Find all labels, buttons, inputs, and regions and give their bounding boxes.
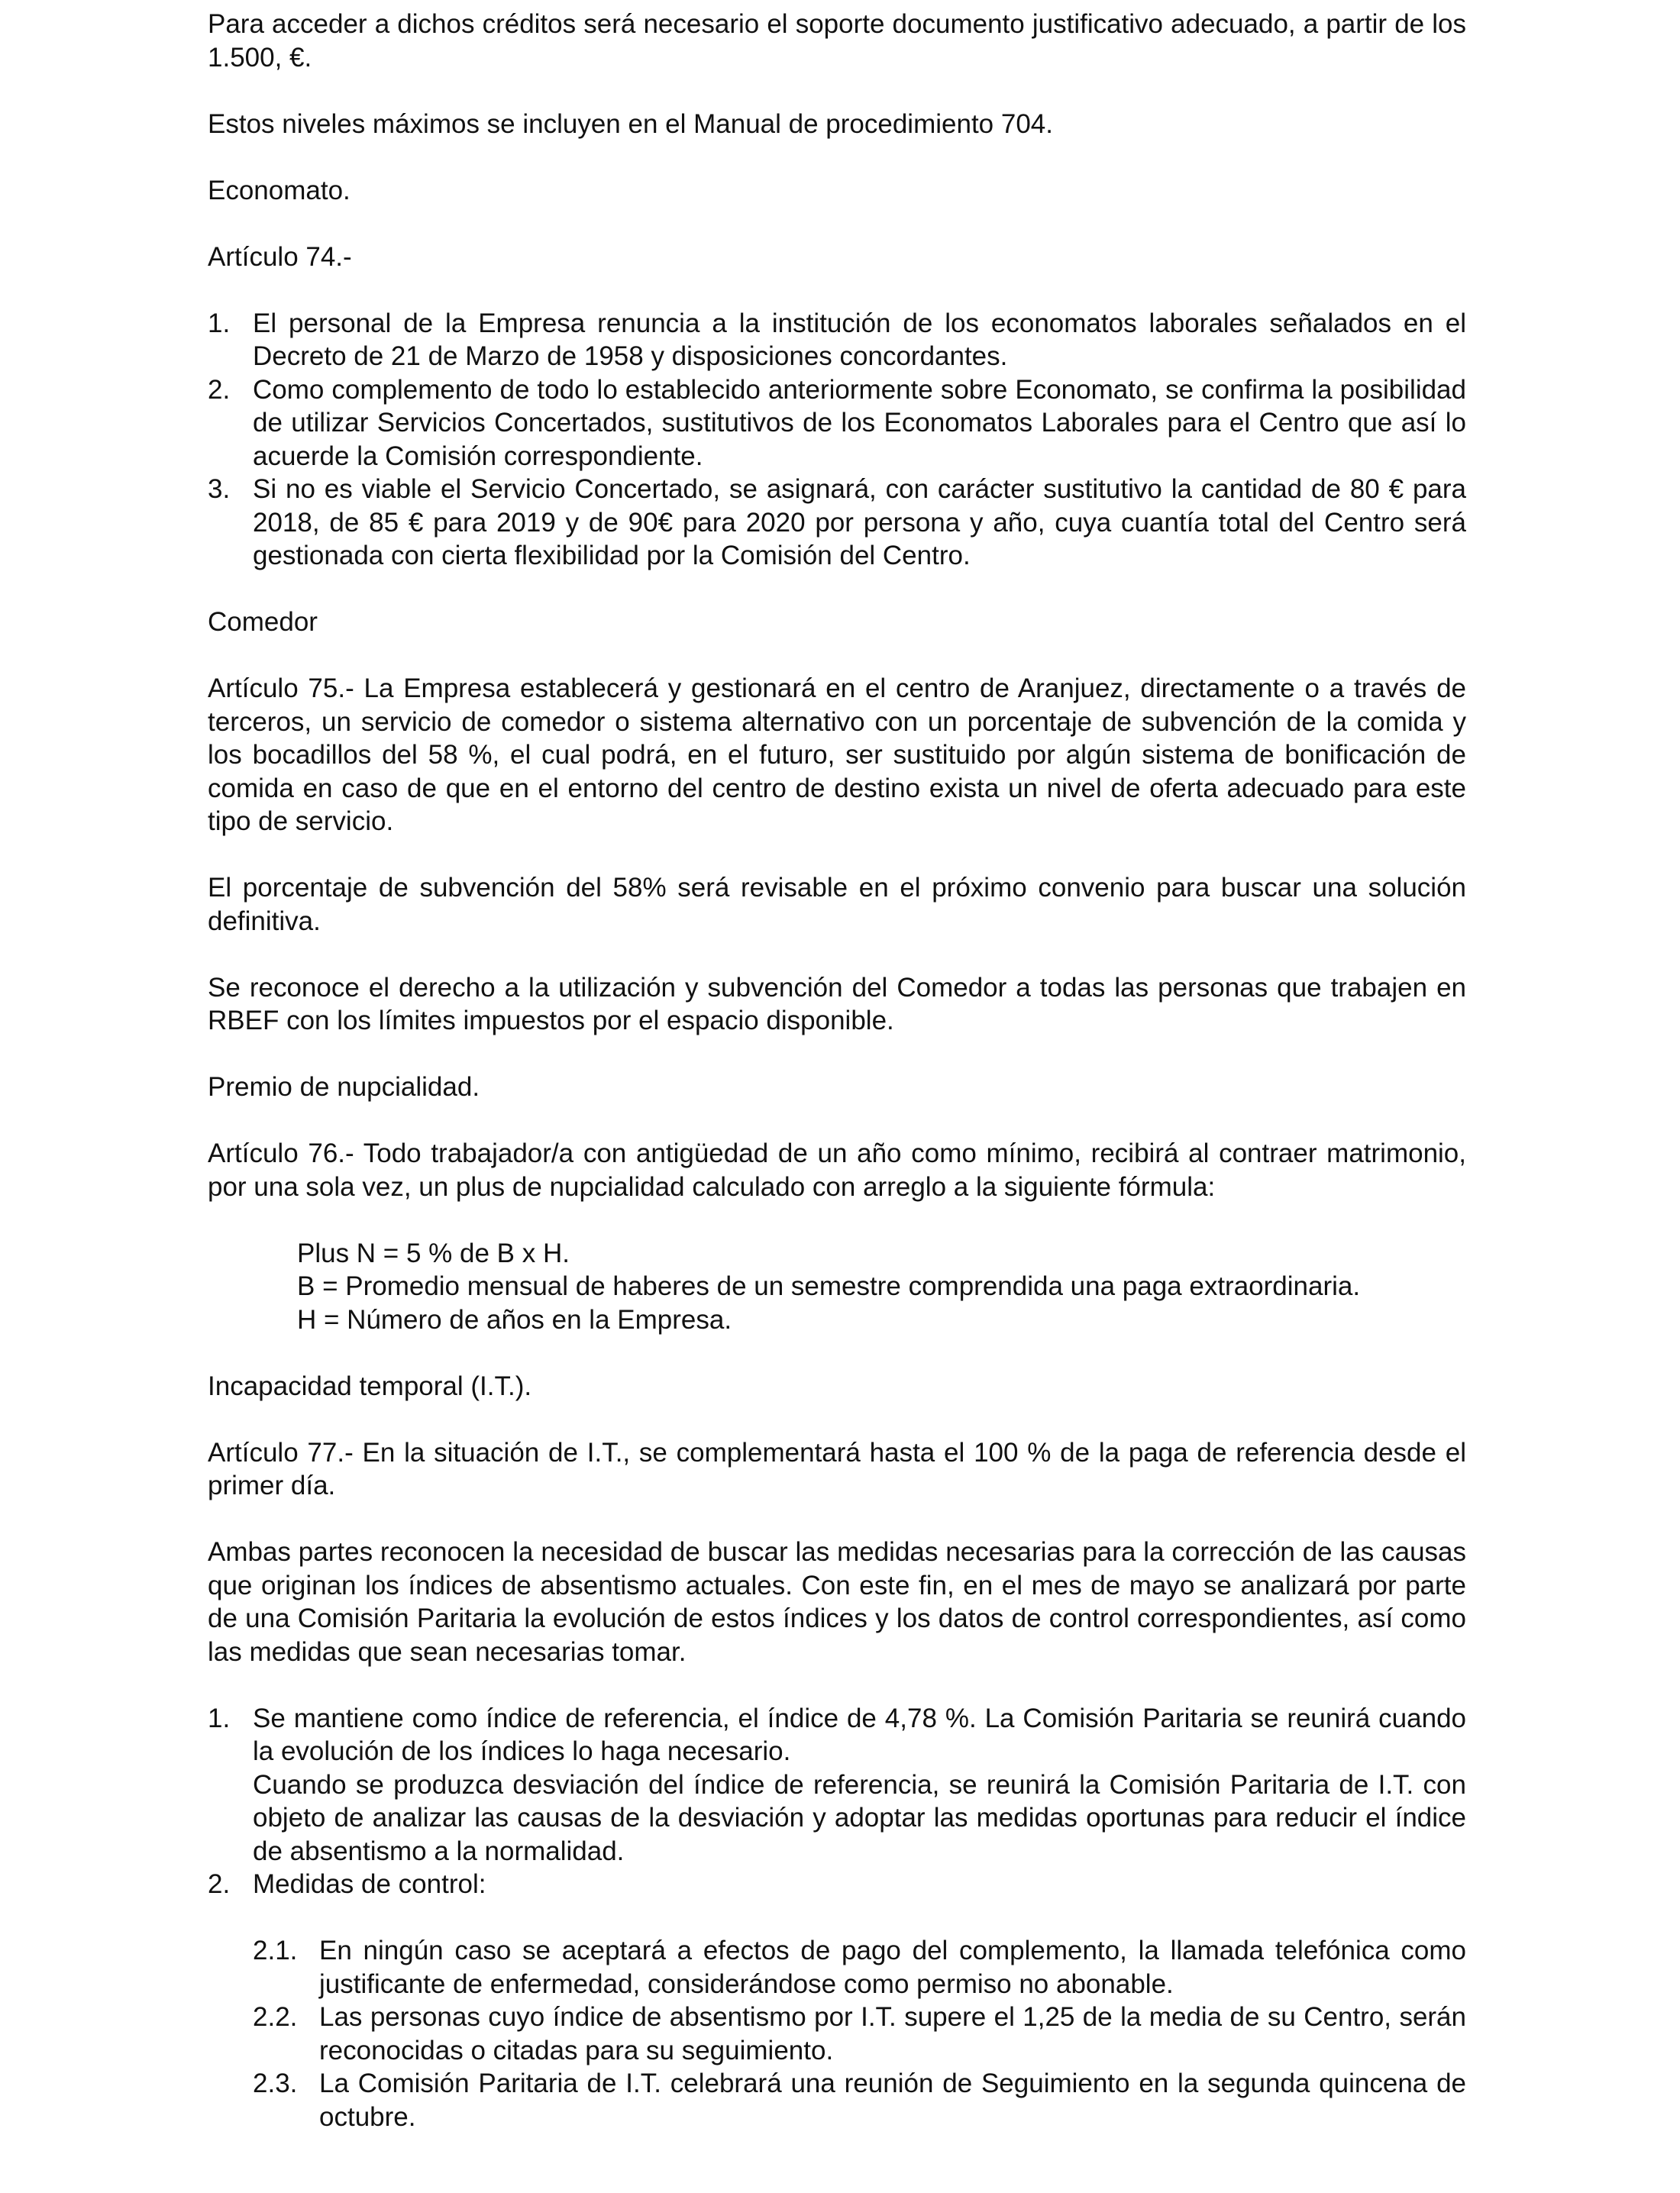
intro-paragraph-1: Para acceder a dichos créditos será necesario el soporte documento justificativo adecuado, a partir de los 1.500, €. [208, 9, 1466, 73]
list-item-text: Cuando se produzca desviación del índice de referencia, se reunirá la Comisión Paritaria de I.T. con objeto de analizar las causas de la desviación y adoptar las medidas oportunas para reducir el índice de absentismo a la normalidad. [253, 1769, 1466, 1866]
nupcialidad-formula [297, 1237, 1466, 1337]
list-item-text: Si no es viable el Servicio Concertado, se asignará, con carácter sustitutivo la cantidad de 80 € para 2018, de 85 € para 2019 y de 90€ para 2020 por persona y año, cuya cuantía total del Centro será gestionada con cierta flexibilidad por la Comisión del Centro. [253, 474, 1466, 570]
list-item-number: 1. [208, 1703, 231, 1733]
list-item-text: Se mantiene como índice de referencia, el índice de 4,78 %. La Comisión Paritaria se reunirá cuando la evolución de los índices lo haga necesario. [253, 1703, 1466, 1766]
sublist-item-text: La Comisión Paritaria de I.T. celebrará una reunión de Seguimiento en la segunda quincena de octubre. [319, 2069, 1466, 2132]
economato-list [208, 307, 1466, 573]
sublist-item-number: 2.2. [253, 2002, 298, 2032]
list-item [208, 1702, 1466, 1868]
sublist-item-number: 2.1. [253, 1936, 298, 1965]
sublist-item-number: 2.3. [253, 2069, 298, 2098]
incapacidad-paragraph-2: Ambas partes reconocen la necesidad de buscar las medidas necesarias para la corrección de las causas que originan los índices de absentismo actuales. Con este fin, en el mes de mayo se analizará por parte de una Comisión Paritaria la evolución de estos índices y los datos de control correspondientes, así como las medidas que sean necesarias tomar. [208, 1537, 1466, 1667]
sublist-item-text: En ningún caso se aceptará a efectos de pago del complemento, la llamada telefónica como justificante de enfermedad, considerándose como permiso no abonable. [319, 1936, 1466, 1999]
list-item [208, 1868, 1466, 2133]
list-item-number: 2. [208, 1869, 231, 1899]
list-item-number: 2. [208, 374, 231, 405]
comedor-paragraph-2: El porcentaje de subvención del 58% será revisable en el próximo convenio para buscar una solución definitiva. [208, 873, 1466, 936]
article-77-paragraph: Artículo 77.- En la situación de I.T., se complementará hasta el 100 % de la paga de referencia desde el primer día. [208, 1437, 1466, 1500]
list-item-text: Medidas de control: [253, 1869, 486, 1899]
list-item [208, 373, 1466, 473]
intro-paragraph-2: Estos niveles máximos se incluyen en el Manual de procedimiento 704. [208, 108, 1053, 139]
article-76-paragraph: Artículo 76.- Todo trabajador/a con antigüedad de un año como mínimo, recibirá al contraer matrimonio, por una sola vez, un plus de nupcialidad calculado con arreglo a la siguiente fórmula: [208, 1138, 1466, 1202]
list-item [208, 473, 1466, 573]
sublist-item-text: Las personas cuyo índice de absentismo por I.T. supere el 1,25 de la media de su Centro, serán reconocidas o citadas para su seguimiento. [319, 2002, 1466, 2065]
control-measures-sublist [253, 1934, 1466, 2133]
list-item [208, 307, 1466, 373]
comedor-paragraph-3: Se reconoce el derecho a la utilización y subvención del Comedor a todas las personas que trabajen en RBEF con los límites impuestos por el espacio disponible. [208, 972, 1466, 1035]
section-title-incapacidad: Incapacidad temporal (I.T.). [208, 1371, 532, 1401]
section-title-comedor: Comedor [208, 607, 318, 637]
list-item-number: 3. [208, 474, 231, 504]
formula-line: B = Promedio mensual de haberes de un semestre comprendida una paga extraordinaria. [297, 1271, 1361, 1301]
section-title-nupcialidad: Premio de nupcialidad. [208, 1072, 480, 1102]
section-title-economato: Economato. [208, 175, 351, 205]
document-page [208, 8, 1466, 2167]
list-item-number: 1. [208, 308, 231, 338]
article-75-paragraph: Artículo 75.- La Empresa establecerá y gestionará en el centro de Aranjuez, directamente o a través de terceros, un servicio de comedor o sistema alternativo con un porcentaje de subvención de la comida y los bocadillos del 58 %, el cual podrá, en el futuro, ser sustituido por algún sistema de bonificación de comida en caso de que en el entorno del centro de destino exista un nivel de oferta adecuado para este tipo de servicio. [208, 673, 1466, 836]
list-item-text: El personal de la Empresa renuncia a la institución de los economatos laborales señalados en el Decreto de 21 de Marzo de 1958 y disposiciones concordantes. [253, 308, 1466, 371]
article-74-heading: Artículo 74.- [208, 241, 352, 272]
sublist-item [253, 1934, 1466, 2001]
sublist-item [253, 2067, 1466, 2133]
list-item-text: Como complemento de todo lo establecido anteriormente sobre Economato, se confirma la posibilidad de utilizar Servicios Concertados, sustitutivos de los Economatos Laborales para el Centro que así lo acuerde la Comisión correspondiente. [253, 374, 1466, 471]
formula-line: H = Número de años en la Empresa. [297, 1304, 732, 1335]
sublist-item [253, 2001, 1466, 2067]
incapacidad-list [208, 1702, 1466, 2134]
formula-line: Plus N = 5 % de B x H. [297, 1238, 570, 1268]
